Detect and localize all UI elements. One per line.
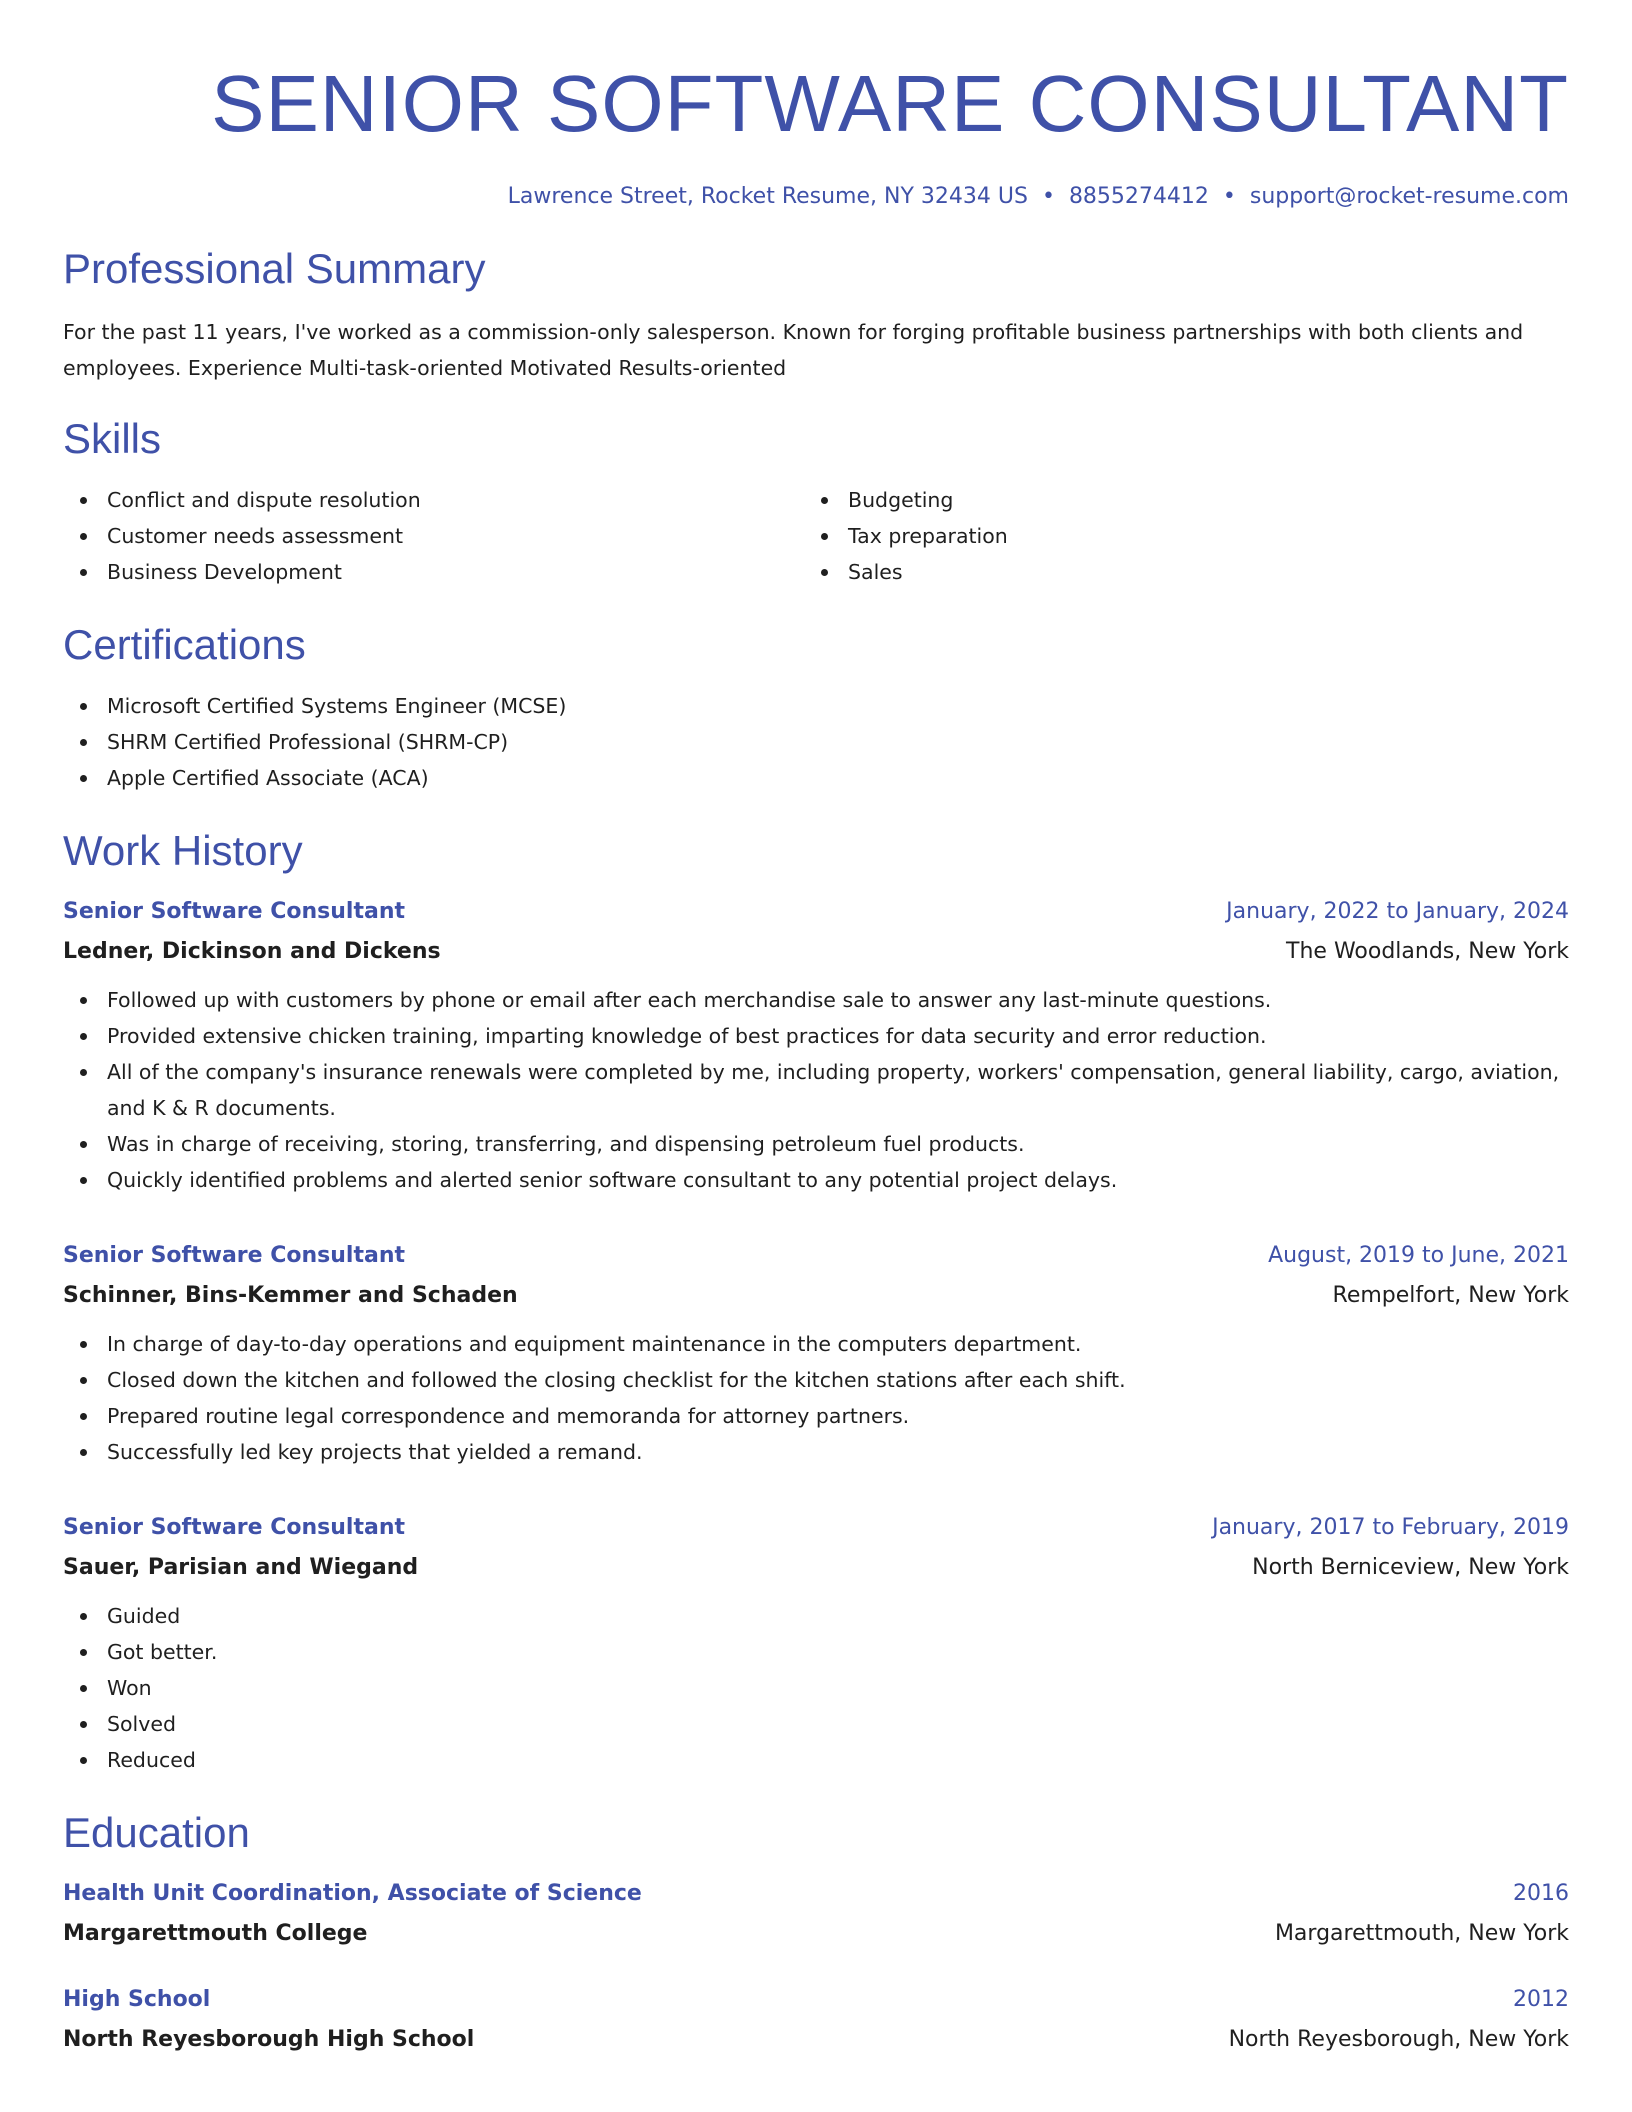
job-role: Senior Software Consultant — [63, 1515, 405, 1540]
job-bullet: Guided — [63, 1598, 1569, 1634]
job-company: Sauer, Parisian and Wiegand — [63, 1555, 419, 1580]
certification-item: Microsoft Certified Systems Engineer (MCSE) — [63, 688, 1569, 724]
job-company: Ledner, Dickinson and Dickens — [63, 939, 441, 964]
skills-list-left — [63, 482, 804, 590]
job-bullets — [63, 1598, 1569, 1778]
skill-item: Budgeting — [804, 482, 1545, 518]
education-school: Margarettmouth College — [63, 1921, 368, 1946]
education-degree-row — [63, 1876, 1569, 1912]
work-history-heading: Work History — [63, 827, 303, 874]
contact-separator: • — [1041, 184, 1055, 209]
job-location: The Woodlands, New York — [1286, 939, 1569, 964]
education-school: North Reyesborough High School — [63, 2027, 475, 2052]
education-school-row — [63, 1916, 1569, 1952]
contact-line — [63, 182, 1569, 212]
job-bullet: Successfully led key projects that yielded a remand. — [63, 1434, 1569, 1470]
skills-list-right — [804, 482, 1545, 590]
job-role-row — [63, 1510, 1569, 1546]
job-company-row — [63, 1550, 1569, 1586]
skill-item: Sales — [804, 554, 1545, 590]
job-entry — [63, 1510, 1569, 1778]
job-bullet: All of the company's insurance renewals were completed by me, including property, workers' compensation, general liability, cargo, aviation, and K & R documents. — [63, 1054, 1569, 1126]
job-bullet: Followed up with customers by phone or email after each merchandise sale to answer any last-minute questions. — [63, 982, 1569, 1018]
education-entry — [63, 1876, 1569, 1952]
education-degree-row — [63, 1982, 1569, 2018]
education-heading: Education — [63, 1809, 250, 1856]
resume-name: SENIOR SOFTWARE CONSULTANT — [211, 59, 1569, 148]
skill-item: Tax preparation — [804, 518, 1545, 554]
job-entry — [63, 1238, 1569, 1470]
contact-address: Lawrence Street, Rocket Resume, NY 32434 US — [507, 184, 1028, 209]
job-bullets — [63, 1326, 1569, 1470]
contact-email: support@rocket-resume.com — [1249, 184, 1569, 209]
certification-item: Apple Certified Associate (ACA) — [63, 760, 1569, 796]
education-location: North Reyesborough, New York — [1228, 2027, 1569, 2052]
summary-heading: Professional Summary — [63, 245, 486, 292]
job-bullet: Provided extensive chicken training, imparting knowledge of best practices for data security and error reduction. — [63, 1018, 1569, 1054]
job-bullet: Closed down the kitchen and followed the closing checklist for the kitchen stations after each shift. — [63, 1362, 1569, 1398]
skills-column-right — [804, 482, 1545, 590]
education-year: 2012 — [1513, 1987, 1569, 2012]
job-dates: January, 2017 to February, 2019 — [1212, 1515, 1569, 1540]
education-degree: Health Unit Coordination, Associate of Science — [63, 1881, 642, 1906]
contact-separator: • — [1222, 184, 1236, 209]
job-bullet: Solved — [63, 1706, 1569, 1742]
job-role: Senior Software Consultant — [63, 1243, 405, 1268]
summary-text: For the past 11 years, I've worked as a commission-only salesperson. Known for forging profitable business partnerships with both clients and employees. Experience Multi-task-oriented Motivated Results-oriented — [63, 320, 1524, 380]
skills-columns — [63, 482, 1569, 590]
job-dates: August, 2019 to June, 2021 — [1268, 1243, 1569, 1268]
job-company: Schinner, Bins-Kemmer and Schaden — [63, 1283, 518, 1308]
job-bullet: Prepared routine legal correspondence and memoranda for attorney partners. — [63, 1398, 1569, 1434]
job-bullet: Reduced — [63, 1742, 1569, 1778]
education-degree: High School — [63, 1987, 211, 2012]
contact-phone: 8855274412 — [1068, 184, 1209, 209]
job-location: North Berniceview, New York — [1252, 1555, 1569, 1580]
job-bullet: In charge of day-to-day operations and equipment maintenance in the computers department. — [63, 1326, 1569, 1362]
job-role-row — [63, 894, 1569, 930]
job-bullet: Quickly identified problems and alerted senior software consultant to any potential project delays. — [63, 1162, 1569, 1198]
skills-heading: Skills — [63, 415, 162, 462]
certifications-heading: Certifications — [63, 621, 306, 668]
job-bullet: Got better. — [63, 1634, 1569, 1670]
certification-item: SHRM Certified Professional (SHRM-CP) — [63, 724, 1569, 760]
skills-column-left — [63, 482, 804, 590]
certifications-list — [63, 688, 1569, 796]
skill-item: Customer needs assessment — [63, 518, 804, 554]
job-bullet: Was in charge of receiving, storing, transferring, and dispensing petroleum fuel products. — [63, 1126, 1569, 1162]
job-dates: January, 2022 to January, 2024 — [1226, 899, 1569, 924]
education-entry — [63, 1982, 1569, 2058]
skill-item: Business Development — [63, 554, 804, 590]
education-school-row — [63, 2022, 1569, 2058]
skill-item: Conflict and dispute resolution — [63, 482, 804, 518]
job-bullet: Won — [63, 1670, 1569, 1706]
education-year: 2016 — [1513, 1881, 1569, 1906]
job-bullets — [63, 982, 1569, 1198]
education-location: Margarettmouth, New York — [1274, 1921, 1569, 1946]
job-entry — [63, 894, 1569, 1198]
job-company-row — [63, 934, 1569, 970]
resume-header — [63, 56, 1569, 212]
job-company-row — [63, 1278, 1569, 1314]
job-role: Senior Software Consultant — [63, 899, 405, 924]
job-location: Rempelfort, New York — [1332, 1283, 1569, 1308]
job-role-row — [63, 1238, 1569, 1274]
